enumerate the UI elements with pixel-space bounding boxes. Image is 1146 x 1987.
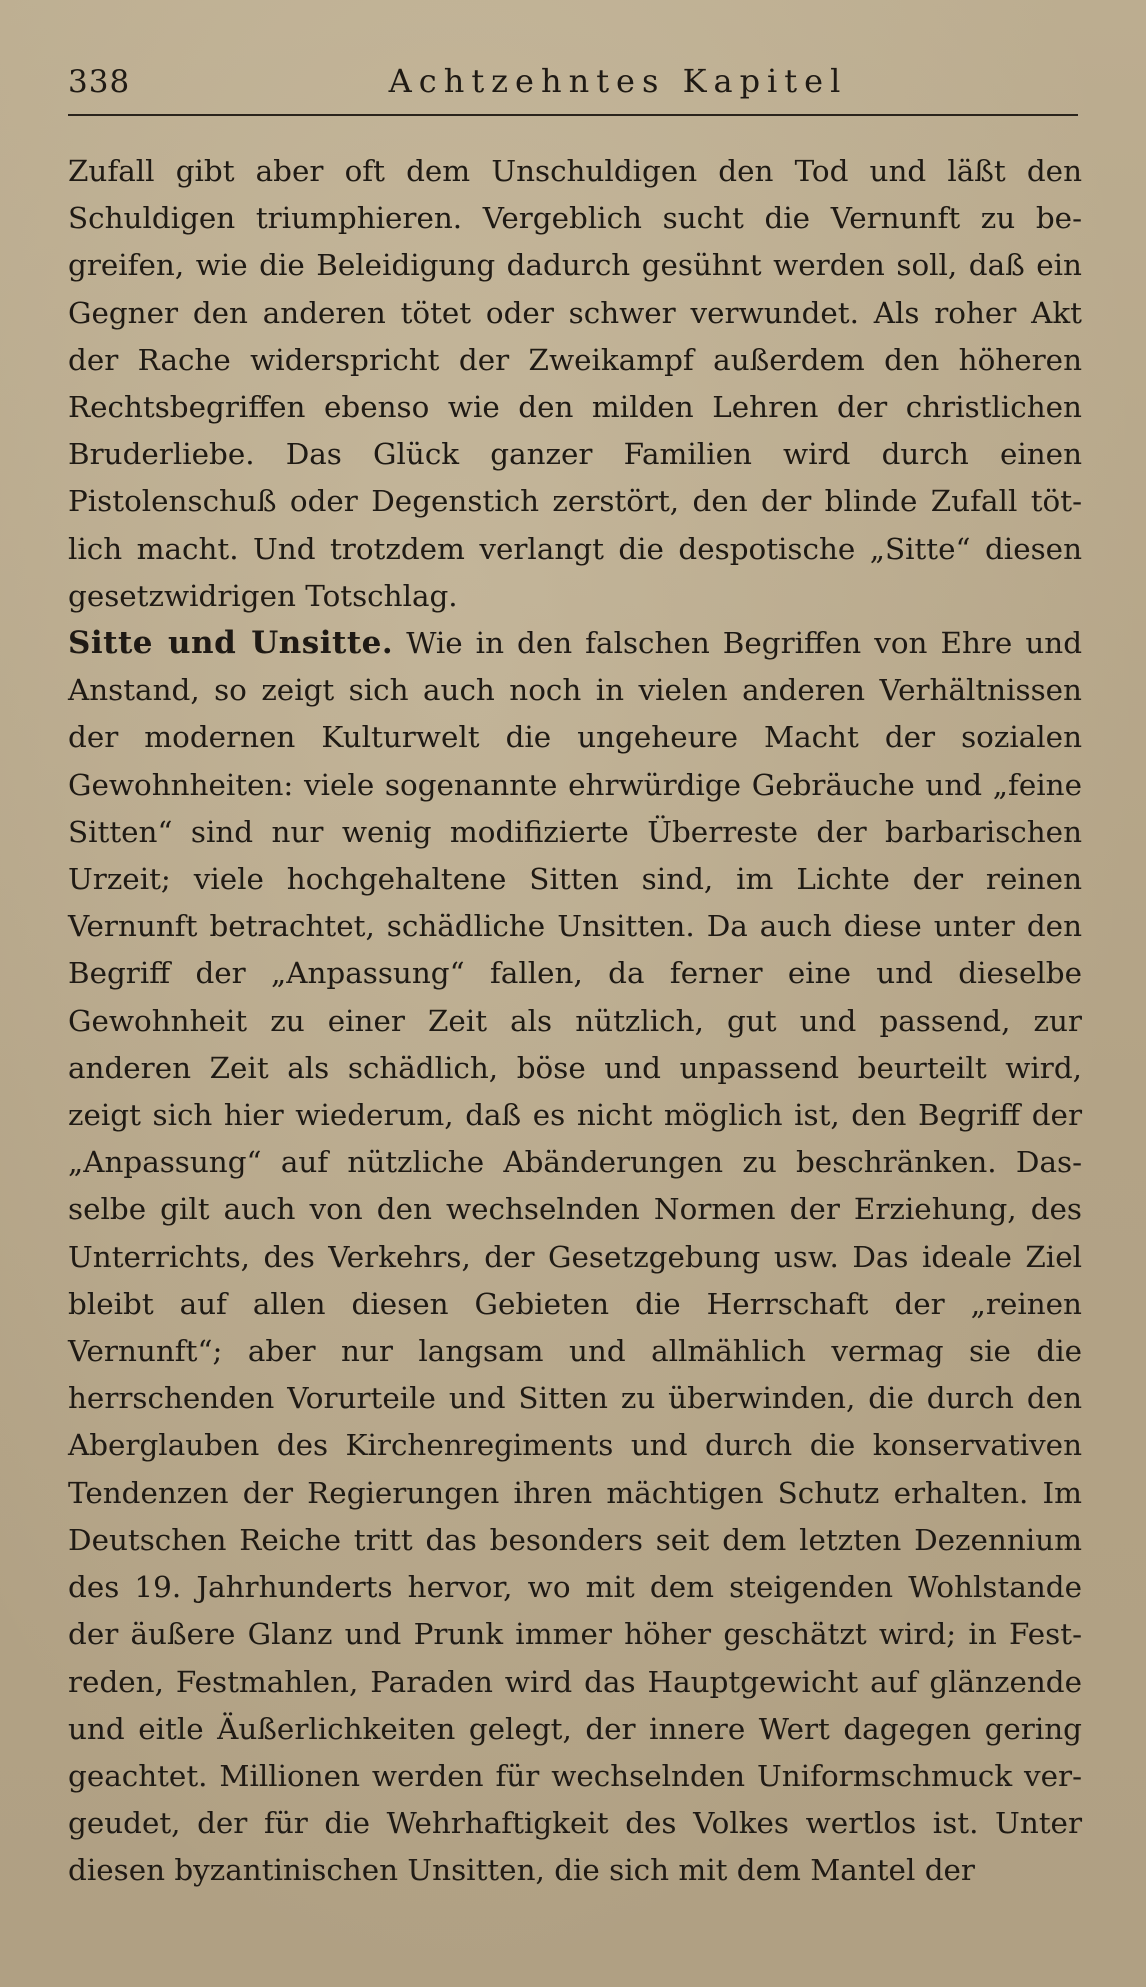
page-header bbox=[68, 58, 1078, 116]
paragraph-2-text: Wie in den falschen Begriffen von Ehre und Anstand, so zeigt sich auch noch in vielen anderen Verhältnissen der modernen Kulturwelt die ungeheure Macht der sozialen Gewohnheiten: viele sogenannte ehrwürdige Gebräuche und „feine Sitten“ sind nur wenig modifizierte Überreste der barbarischen Urzeit; viele hochgehaltene Sitten sind, im Lichte der reinen Vernunft betrachtet, schädliche Unsitten. Da auch diese unter den Begriff der „Anpassung“ fallen, da ferner eine und dieselbe Gewohnheit zu einer Zeit als nützlich, gut und passend, zur anderen Zeit als schädlich, böse und unpassend beurteilt wird, zeigt sich hier wiederum, daß es nicht möglich ist, den Begriff der „Anpassung“ auf nützliche Abänderungen zu beschränken. Dasselbe gilt auch von den wechselnden Normen der Erziehung, des Unterrichts, des Verkehrs, der Gesetzgebung usw. Das ideale Ziel bleibt auf allen diesen Gebieten die Herrschaft der „reinen Vernunft“; aber nur langsam und allmählich vermag sie die herrschenden Vorurteile und Sitten zu überwinden, die durch den Aberglauben des Kirchenregiments und durch die konservativen Tendenzen der Regierungen ihren mächtigen Schutz erhalten. Im Deutschen Reiche tritt das besonders seit dem letzten Dezennium des 19. Jahrhunderts hervor, wo mit dem steigenden Wohlstande der äußere Glanz und Prunk immer höher geschätzt wird; in Festreden, Festmahlen, Paraden wird das Hauptgewicht auf glänzende und eitle Äußerlichkeiten gelegt, der innere Wert dagegen gering geachtet. Millionen werden für wechselnden Uniformschmuck vergeudet, der für die Wehrhaftigkeit des Volkes wertlos ist. Unter diesen byzantinischen Unsitten, die sich mit dem Mantel der bbox=[68, 626, 1083, 1888]
paragraph-1 bbox=[68, 148, 1082, 620]
body-text bbox=[68, 148, 1082, 1895]
section-heading: Sitte und Unsitte. bbox=[68, 625, 394, 662]
paragraph-1-text: Zufall gibt aber oft dem Unschuldigen den Tod und läßt den Schuldigen triumphieren. Vergeblich sucht die Vernunft zu begreifen, wie die Beleidigung dadurch gesühnt werden soll, daß ein Gegner den anderen tötet oder schwer verwundet. Als roher Akt der Rache widerspricht der Zweikampf außerdem den höheren Rechtsbegriffen ebenso wie den milden Lehren der christlichen Bruderliebe. Das Glück ganzer Familien wird durch einen Pistolenschuß oder Degenstich zerstört, den der blinde Zufall tötlich macht. Und trotzdem verlangt die despotische „Sitte“ diesen gesetzwidrigen Totschlag. bbox=[68, 154, 1082, 613]
page-number: 338 bbox=[68, 64, 131, 100]
running-title: Achtzehntes Kapitel bbox=[388, 62, 848, 100]
paragraph-2 bbox=[68, 620, 1082, 1894]
